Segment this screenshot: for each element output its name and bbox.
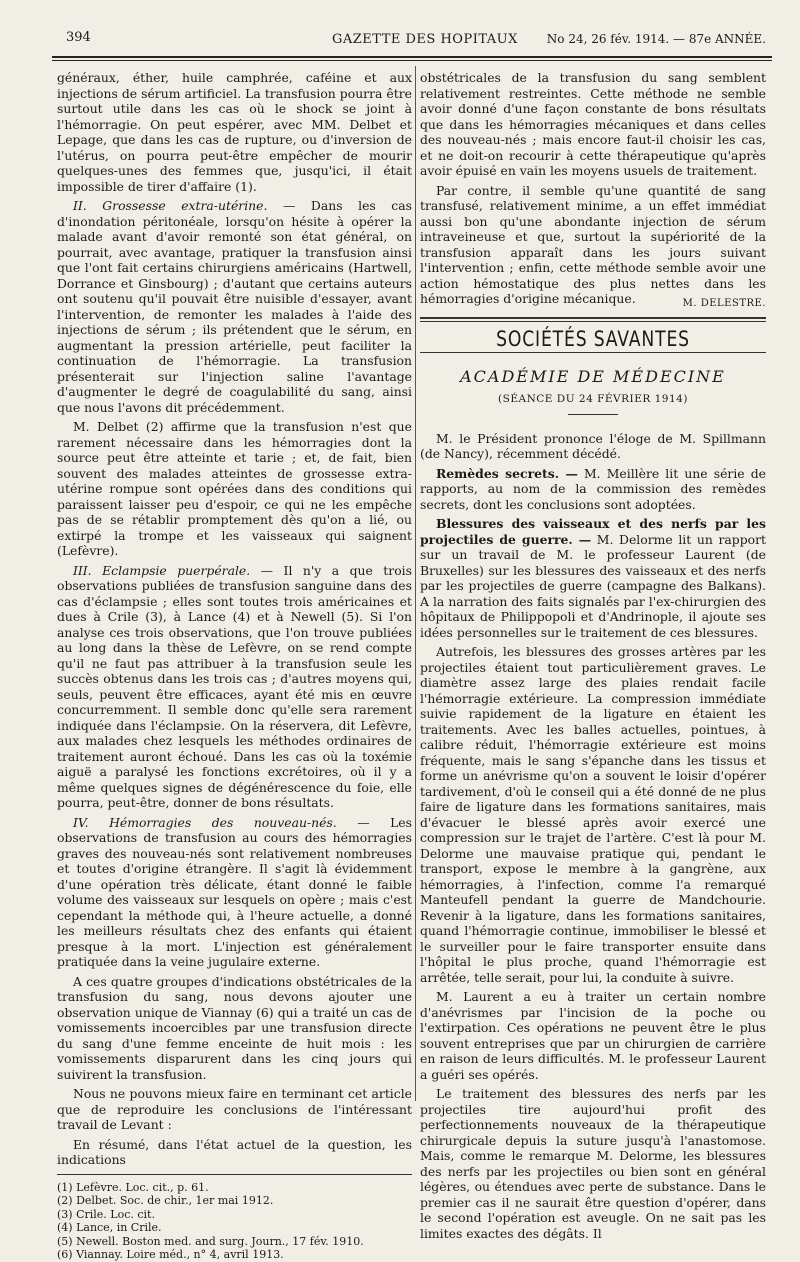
footnote: (3) Crile. Loc. cit.	[57, 1207, 155, 1221]
header-rule	[52, 56, 772, 58]
section-text: Dans les cas d'inondation péritonéale, lorsqu'on hésite à opérer la malade avant d'avoir remonté son état général, on pourrait, avec avantage, pratiquer la transfusion ainsi que l'ont fait certains chirurgiens américains (Hartwell, Dorrance et Ginsbourg) ; d'autant que certains auteurs ont soutenu qu'il pouvait être nuisible d'essayer, avant l'intervention, de remonter les malades à l'aide des injections de sérum ; ils prétendent que le sérum, en augmentant la pression artérielle, peut faciliter la continuation de l'hémorragie. La transfusion présenterait sur l'injection saline l'avantage d'augmenter le degré de coagulabilité du sang, ainsi que nous l'avons dit précédemment.	[57, 198, 412, 415]
left-column	[57, 70, 412, 1262]
section-rule	[420, 317, 766, 319]
section-grossesse	[57, 198, 412, 415]
paragraph: En résumé, dans l'état actuel de la question, les indications	[57, 1136, 412, 1167]
subsection-text: M. Delorme lit un rapport sur un travail de M. le professeur Laurent (de Bruxelles) sur les blessures des vaisseaux et des nerfs par les projectiles de guerre (campagne des Balkans). A la narration des faits signalés par l'ex-chirurgien des hôpitaux de Philippopoli et d'Andrinople, il ajoute ses idées personnelles sur le traitement de ces blessures.	[420, 531, 766, 640]
session-date: (SÉANCE DU 24 FÉVRIER 1914)	[498, 393, 688, 405]
paragraph-remedes	[420, 466, 766, 513]
subsection-text: M. Meillère lit une série de rapports, au nom de la commission des remèdes secrets, dont les conclusions sont adoptées.	[420, 465, 766, 512]
short-rule	[568, 414, 618, 415]
page-number: 394	[66, 30, 91, 45]
subsection-heading: Remèdes secrets. —	[436, 465, 578, 481]
column-divider	[415, 66, 416, 1101]
issue-info: No 24, 26 fév. 1914. — 87e ANNÉE.	[546, 32, 766, 46]
paragraph: obstétricales de la transfusion du sang semblent relativement restreintes. Cette méthode ne semble avoir donné d'une façon constante de bons résultats que dans les hémorragies mécaniques et dans celles des nouveau-nés ; mais encore faut-il choisir les cas, et ne doit-on recourir à cette thérapeutique qu'après avoir épuisé en vain les moyens usuels de traitement.	[420, 70, 766, 178]
paragraph: M. Delbet (2) affirme que la transfusion n'est que rarement nécessaire dans les hémorragies dont la source peut être atteinte et tarie ; et, de fait, bien souvent des malades atteintes de grossesse extra-utérine rompue sont opérées dans des conditions qui paraissent laisser peu d'espoir, ce qui ne les empêche pas de se rétablir promptement dès qu'on a lié, ou extirpé la trompe et les vaisseaux qui saignent (Lefèvre).	[57, 419, 412, 558]
paragraph: Par contre, il semble qu'une quantité de sang transfusé, relativement minime, a un effet immédiat aussi bon qu'une abondante injection de sérum intraveineuse et que, surtout la supériorité de la transfusion apparaît dans les jours suivant l'intervention ; enfin, cette méthode semble avoir une action hémostatique des plus nettes dans les hémorragies d'origine mécanique.	[420, 182, 766, 306]
title-rule	[420, 352, 766, 353]
journal-title: GAZETTE DES HOPITAUX	[332, 32, 518, 47]
right-column	[420, 70, 766, 1245]
paragraph: généraux, éther, huile camphrée, caféine et aux injections de sérum artificiel. La transfusion pourra être surtout utile dans les cas où le shock se joint à l'hémorragie. On peut espérer, avec MM. Delbet et Lepage, que dans les cas de rupture, ou d'inversion de l'utérus, on pourra peut-être empêcher de mourir quelques-unes des femmes que, jusqu'ici, il était impossible de tirer d'affaire (1).	[57, 70, 412, 194]
footnotes	[57, 1181, 412, 1262]
section-title: SOCIÉTÉS SAVANTES	[496, 327, 690, 351]
paragraph: Autrefois, les blessures des grosses artères par les projectiles étaient tout particulièrement graves. Le diamètre assez large des plaies rendait facile l'hémorragie extérieure. La compression immédiate suivie rapidement de la ligature en étaient les traitements. Avec les balles actuelles, pointues, à calibre réduit, l'hémorragie extérieure est moins fréquente, mais le sang s'épanche dans les tissus et forme un anévrisme qu'on a souvent le loisir d'opérer tardivement, d'où le conseil qui a été donné de ne plus faire de ligature dans les formations sanitaires, mais d'évacuer le blessé après avoir exercé une compression sur le trajet de l'artère. C'est là pour M. Delorme une mauvaise pratique qui, pendant le transport, expose le membre à la gangrène, aux hémorragies, à l'infection, comme l'a remarqué Manteufell pendant la guerre de Mandchourie. Revenir à la ligature, dans les formations sanitaires, quand l'hémorragie continue, immobiliser le blessé et le surveiller pour le faire transporter ensuite dans l'hôpital le plus proche, quand l'hémorragie est arrêtée, telle serait, pour lui, la conduite à suivre.	[420, 644, 766, 985]
section-text: Les observations de transfusion au cours des hémorragies graves des nouveau-nés sont relativement nombreuses et toutes d'origine étrangère. Il s'agit là évidemment d'une opération très délicate, étant donné le faible volume des vaisseaux sur lesquels on opère ; mais c'est cependant la méthode qui, à l'heure actuelle, a donné les meilleurs résultats chez des enfants qui étaient presque à la mort. L'injection est généralement pratiquée dans la veine jugulaire externe.	[57, 814, 413, 969]
page-header	[52, 30, 766, 52]
section-heading: II. Grossesse extra-utérine. —	[73, 198, 296, 213]
section-rule-thin	[420, 321, 766, 322]
section-heading: IV. Hémorragies des nouveau-nés. —	[73, 814, 370, 830]
paragraph: Le traitement des blessures des nerfs par les projectiles tire aujourd'hui profit des perfectionnements nouveaux de la thérapeutique chirurgicale depuis la suture jusqu'à l'anastomose. Mais, comme le remarque M. Delorme, les blessures des nerfs par les projectiles ou bien sont en général légères, ou étendues avec perte de substance. Dans le premier cas il ne saurait être question d'opérer, dans le second l'opération est aveugle. On ne sait pas les limites exactes des dégâts. Il	[420, 1086, 766, 1241]
footnote: (6) Viannay. Loire méd., n° 4, avril 1913.	[57, 1248, 284, 1261]
section-hemorragies	[57, 815, 412, 970]
footnote: (4) Lance, in Crile.	[57, 1221, 162, 1234]
academy-heading: ACADÉMIE DE MÉDECINE	[460, 366, 726, 386]
footnote: (1) Lefèvre. Loc. cit., p. 61.	[57, 1180, 209, 1194]
section-heading: III. Eclampsie puerpérale. —	[73, 562, 274, 578]
paragraph: A ces quatre groupes d'indications obstétricales de la transfusion du sang, nous devons ajouter une observation unique de Viannay (6) qui a traité un cas de vomissements incoercibles par une transfusion directe du sang d'une femme enceinte de huit mois : les vomissements disparurent dans les cinq jours qui suivirent la transfusion.	[57, 973, 412, 1082]
author-signature: M. DELESTRE.	[682, 297, 766, 309]
section-text: Il n'y a que trois observations publiées de transfusion sanguine dans des cas d'éclampsie ; elles sont toutes trois américaines et dues à Crile (3), à Lance (4) et à Newell (5). Si l'on analyse ces trois observations, que l'on trouve publiées au long dans la thèse de Lefèvre, on se rend compte qu'il ne faut pas attribuer à la transfusion seule les succès obtenus dans les trois cas ; d'autres moyens qui, seuls, peuvent être efficaces, ayant été mis en œuvre concurremment. Il semble donc qu'elle sera rarement indiquée dans l'éclampsie. On la réservera, dit Lefèvre, aux malades chez lesquels les méthodes ordinaires de traitement auront échoué. Dans les cas où la toxémie aiguë a paralysé les fonctions excrétoires, où il y a même quelques signes de dégénérescence du foie, elle pourra, peut-être, donner de bons résultats.	[57, 562, 412, 810]
footnote: (5) Newell. Boston med. and surg. Journ., 17 fév. 1910.	[57, 1234, 364, 1248]
paragraph: M. Laurent a eu à traiter un certain nombre d'anévrismes par l'incision de la poche ou l'extirpation. Ces opérations ne peuvent être le plus souvent entreprises que par un chirurgien de carrière en raison de leurs difficultés. M. le professeur Laurent a guéri ses opérés.	[420, 989, 766, 1082]
footnote-rule	[57, 1174, 412, 1175]
section-eclampsie	[57, 563, 412, 811]
header-rule-thin	[52, 60, 772, 61]
paragraph-blessures	[420, 516, 766, 640]
paragraph: Nous ne pouvons mieux faire en terminant cet article que de reproduire les conclusions de l'intéressant travail de Levant :	[57, 1086, 412, 1132]
subsection-heading: Blessures des vaisseaux et des nerfs par les projectiles de guerre. —	[420, 516, 766, 547]
paragraph: M. le Président prononce l'éloge de M. Spillmann (de Nancy), récemment décédé.	[420, 430, 766, 461]
footnote: (2) Delbet. Soc. de chir., 1er mai 1912.	[57, 1194, 274, 1207]
